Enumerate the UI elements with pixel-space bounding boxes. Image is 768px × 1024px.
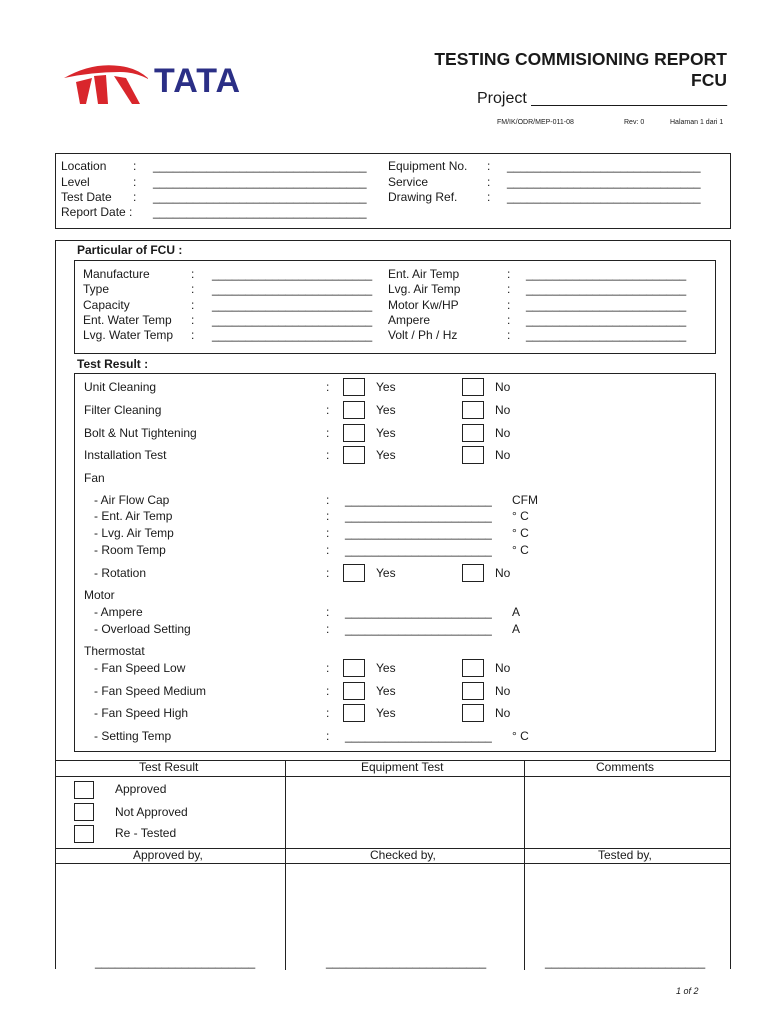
- unit-cleaning-yes-label: Yes: [376, 380, 396, 394]
- location-field[interactable]: ________________________________: [153, 159, 367, 173]
- rotation-no-label: No: [495, 566, 511, 580]
- air-flow-cap-colon: :: [326, 493, 330, 507]
- tata-logo-icon: [62, 58, 148, 106]
- report-date-label: Report Date :: [61, 205, 133, 219]
- volt-field[interactable]: ________________________: [526, 328, 687, 342]
- rotation-yes-checkbox[interactable]: [343, 564, 365, 582]
- type-field[interactable]: ________________________: [212, 282, 373, 296]
- motor-kw-label: Motor Kw/HP: [388, 298, 459, 312]
- capacity-label: Capacity: [83, 298, 130, 312]
- room-temp-colon: :: [326, 543, 330, 557]
- motor-ampere-field[interactable]: ______________________: [345, 605, 492, 619]
- brand-name: TATA: [154, 62, 242, 100]
- setting-temp-colon: :: [326, 729, 330, 743]
- motor-kw-field[interactable]: ________________________: [526, 298, 687, 312]
- installation-test-colon: :: [326, 448, 330, 462]
- fan-lvg-air-temp-unit: ° C: [512, 526, 529, 540]
- doc-code: FM/IK/ODR/MEP-011-08: [497, 119, 574, 126]
- level-colon: :: [133, 175, 137, 189]
- ent-water-temp-label: Ent. Water Temp: [83, 313, 172, 327]
- particular-title: Particular of FCU :: [77, 243, 183, 257]
- fan-speed-high-no-checkbox[interactable]: [462, 704, 484, 722]
- installation-test-yes-label: Yes: [376, 448, 396, 462]
- col-equipment-test-header: Equipment Test: [361, 760, 444, 774]
- not-approved-label: Not Approved: [115, 805, 188, 819]
- equipment-no-colon: :: [487, 159, 491, 173]
- setting-temp-field[interactable]: ______________________: [345, 729, 492, 743]
- lvg-air-temp-colon: :: [507, 282, 511, 296]
- bolt-nut-yes-label: Yes: [376, 426, 396, 440]
- unit-cleaning-yes-checkbox[interactable]: [343, 378, 365, 396]
- fan-speed-medium-no-label: No: [495, 684, 511, 698]
- approved-checkbox[interactable]: [74, 781, 94, 799]
- fan-ent-air-temp-unit: ° C: [512, 509, 529, 523]
- table-mid-line-2: [55, 863, 731, 864]
- report-title: TESTING COMMISIONING REPORT: [434, 49, 727, 69]
- test-date-label: Test Date: [61, 190, 112, 204]
- installation-test-yes-checkbox[interactable]: [343, 446, 365, 464]
- ent-air-temp-colon: :: [507, 267, 511, 281]
- rotation-no-checkbox[interactable]: [462, 564, 484, 582]
- installation-test-no-label: No: [495, 448, 511, 462]
- ampere-label: Ampere: [388, 313, 431, 327]
- test-date-colon: :: [133, 190, 137, 204]
- location-label: Location: [61, 159, 107, 173]
- tested-by-label: Tested by,: [598, 848, 652, 862]
- drawing-ref-field[interactable]: _____________________________: [507, 190, 701, 204]
- fan-speed-medium-colon: :: [326, 684, 330, 698]
- setting-temp-unit: ° C: [512, 729, 529, 743]
- rotation-yes-label: Yes: [376, 566, 396, 580]
- filter-cleaning-label: Filter Cleaning: [84, 403, 162, 417]
- fan-heading: Fan: [84, 471, 105, 485]
- retested-checkbox[interactable]: [74, 825, 94, 843]
- filter-cleaning-colon: :: [326, 403, 330, 417]
- ent-water-temp-colon: :: [191, 313, 195, 327]
- setting-temp-label: - Setting Temp: [94, 729, 172, 743]
- column-divider-2: [524, 760, 525, 970]
- unit-cleaning-no-label: No: [495, 380, 511, 394]
- installation-test-label: Installation Test: [84, 448, 167, 462]
- air-flow-cap-field[interactable]: ______________________: [345, 493, 492, 507]
- unit-cleaning-label: Unit Cleaning: [84, 380, 157, 394]
- filter-cleaning-yes-label: Yes: [376, 403, 396, 417]
- equipment-no-field[interactable]: _____________________________: [507, 159, 701, 173]
- capacity-colon: :: [191, 298, 195, 312]
- fan-lvg-air-temp-colon: :: [326, 526, 330, 540]
- level-label: Level: [61, 175, 90, 189]
- bolt-nut-no-checkbox[interactable]: [462, 424, 484, 442]
- fan-speed-high-yes-checkbox[interactable]: [343, 704, 365, 722]
- approved-label: Approved: [115, 782, 167, 796]
- fan-lvg-air-temp-field[interactable]: ______________________: [345, 526, 492, 540]
- bolt-nut-colon: :: [326, 426, 330, 440]
- fan-speed-medium-yes-checkbox[interactable]: [343, 682, 365, 700]
- revision: Rev: 0: [624, 119, 645, 126]
- fan-ent-air-temp-label: - Ent. Air Temp: [94, 509, 173, 523]
- location-colon: :: [133, 159, 137, 173]
- lvg-water-temp-field[interactable]: ________________________: [212, 328, 373, 342]
- level-field[interactable]: ________________________________: [153, 175, 367, 189]
- overload-setting-unit: A: [512, 622, 521, 636]
- fan-speed-medium-yes-label: Yes: [376, 684, 396, 698]
- thermostat-heading: Thermostat: [84, 644, 145, 658]
- checked-by-signature-line[interactable]: ________________________: [326, 955, 487, 969]
- fan-speed-high-yes-label: Yes: [376, 706, 396, 720]
- manufacture-field[interactable]: ________________________: [212, 267, 373, 281]
- air-flow-cap-unit: CFM: [512, 493, 538, 507]
- column-divider-1: [285, 760, 286, 970]
- col-comments-header: Comments: [596, 760, 655, 774]
- checked-by-label: Checked by,: [370, 848, 436, 862]
- drawing-ref-label: Drawing Ref.: [388, 190, 458, 204]
- room-temp-field[interactable]: ______________________: [345, 543, 492, 557]
- fan-speed-low-label: - Fan Speed Low: [94, 661, 186, 675]
- lvg-water-temp-colon: :: [191, 328, 195, 342]
- fan-speed-high-no-label: No: [495, 706, 511, 720]
- volt-colon: :: [507, 328, 511, 342]
- fan-lvg-air-temp-label: - Lvg. Air Temp: [94, 526, 174, 540]
- motor-ampere-colon: :: [326, 605, 330, 619]
- test-date-field[interactable]: ________________________________: [153, 190, 367, 204]
- page-reference: Halaman 1 dari 1: [670, 119, 724, 126]
- fan-speed-low-yes-label: Yes: [376, 661, 396, 675]
- unit-cleaning-colon: :: [326, 380, 330, 394]
- filter-cleaning-no-checkbox[interactable]: [462, 401, 484, 419]
- ent-air-temp-label: Ent. Air Temp: [388, 267, 460, 281]
- motor-ampere-unit: A: [512, 605, 521, 619]
- type-label: Type: [83, 282, 110, 296]
- fan-speed-low-colon: :: [326, 661, 330, 675]
- bolt-nut-no-label: No: [495, 426, 511, 440]
- manufacture-colon: :: [191, 267, 195, 281]
- overload-setting-colon: :: [326, 622, 330, 636]
- ent-air-temp-field[interactable]: ________________________: [526, 267, 687, 281]
- bolt-nut-label: Bolt & Nut Tightening: [84, 426, 197, 440]
- fan-speed-low-yes-checkbox[interactable]: [343, 659, 365, 677]
- lvg-water-temp-label: Lvg. Water Temp: [83, 328, 174, 342]
- capacity-field[interactable]: ________________________: [212, 298, 373, 312]
- ampere-colon: :: [507, 313, 511, 327]
- air-flow-cap-label: - Air Flow Cap: [94, 493, 170, 507]
- motor-ampere-label: - Ampere: [94, 605, 143, 619]
- drawing-ref-colon: :: [487, 190, 491, 204]
- company-logo: [62, 58, 252, 106]
- type-colon: :: [191, 282, 195, 296]
- overload-setting-label: - Overload Setting: [94, 622, 191, 636]
- bolt-nut-yes-checkbox[interactable]: [343, 424, 365, 442]
- lvg-air-temp-label: Lvg. Air Temp: [388, 282, 461, 296]
- service-field[interactable]: _____________________________: [507, 175, 701, 189]
- fan-speed-low-no-checkbox[interactable]: [462, 659, 484, 677]
- filter-cleaning-no-label: No: [495, 403, 511, 417]
- room-temp-label: - Room Temp: [94, 543, 166, 557]
- test-result-title: Test Result :: [77, 357, 149, 371]
- report-date-field[interactable]: ________________________________: [153, 205, 367, 219]
- ampere-field[interactable]: ________________________: [526, 313, 687, 327]
- fan-ent-air-temp-colon: :: [326, 509, 330, 523]
- manufacture-label: Manufacture: [83, 267, 150, 281]
- lvg-air-temp-field[interactable]: ________________________: [526, 282, 687, 296]
- ent-water-temp-field[interactable]: ________________________: [212, 313, 373, 327]
- fan-speed-low-no-label: No: [495, 661, 511, 675]
- project-field: Project ______________________: [476, 90, 727, 107]
- table-header-line: [55, 776, 731, 777]
- unit-cleaning-no-checkbox[interactable]: [462, 378, 484, 396]
- retested-label: Re - Tested: [115, 826, 177, 840]
- fan-speed-medium-no-checkbox[interactable]: [462, 682, 484, 700]
- fan-speed-high-colon: :: [326, 706, 330, 720]
- service-label: Service: [388, 175, 429, 189]
- fan-speed-medium-label: - Fan Speed Medium: [94, 684, 207, 698]
- report-subtitle: FCU: [691, 70, 727, 90]
- approved-by-label: Approved by,: [133, 848, 203, 862]
- not-approved-checkbox[interactable]: [74, 803, 94, 821]
- col-test-result-header: Test Result: [139, 760, 199, 774]
- service-colon: :: [487, 175, 491, 189]
- fan-ent-air-temp-field[interactable]: ______________________: [345, 509, 492, 523]
- approved-by-signature-line[interactable]: ________________________: [95, 955, 256, 969]
- room-temp-unit: ° C: [512, 543, 529, 557]
- page-number: 1 of 2: [676, 986, 699, 996]
- motor-kw-colon: :: [507, 298, 511, 312]
- fan-speed-high-label: - Fan Speed High: [94, 706, 189, 720]
- motor-heading: Motor: [84, 588, 115, 602]
- overload-setting-field[interactable]: ______________________: [345, 622, 492, 636]
- tested-by-signature-line[interactable]: ________________________: [545, 955, 706, 969]
- equipment-no-label: Equipment No.: [388, 159, 468, 173]
- volt-label: Volt / Ph / Hz: [388, 328, 458, 342]
- rotation-label: - Rotation: [94, 566, 147, 580]
- installation-test-no-checkbox[interactable]: [462, 446, 484, 464]
- rotation-colon: :: [326, 566, 330, 580]
- filter-cleaning-yes-checkbox[interactable]: [343, 401, 365, 419]
